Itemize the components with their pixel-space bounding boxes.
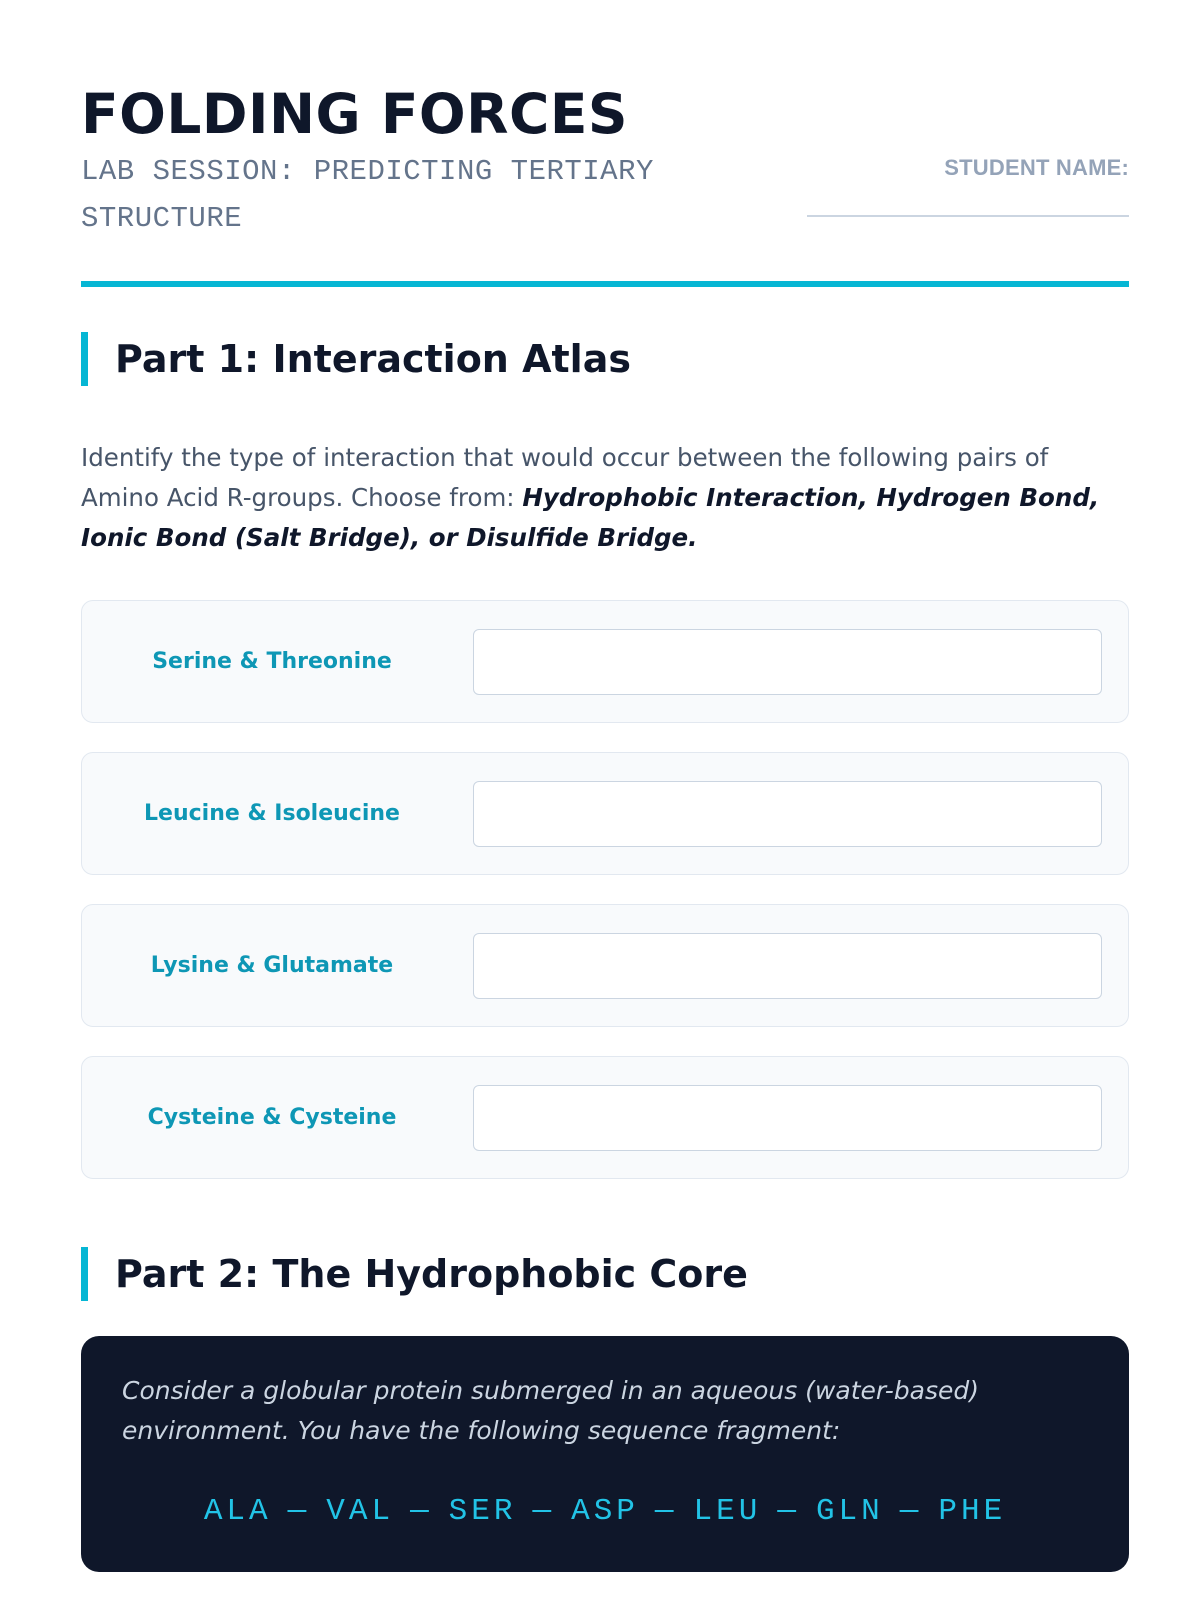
- pair-row-lysine-glutamate: [81, 904, 1129, 1027]
- residue: LEU: [693, 1493, 762, 1529]
- residue: GLN: [815, 1493, 884, 1529]
- instructions-choices: Hydrophobic Interaction, Hydrogen Bond, Ionic Bond (Salt Bridge), or Disulfide Bridge.: [81, 483, 1100, 552]
- sequence-dash: —: [899, 1493, 923, 1529]
- pair-answer-input[interactable]: [473, 933, 1102, 999]
- residue: PHE: [938, 1493, 1007, 1529]
- pair-row-cysteine-cysteine: [81, 1056, 1129, 1179]
- sequence-dash: —: [532, 1493, 556, 1529]
- residue: VAL: [326, 1493, 395, 1529]
- residue: ALA: [203, 1493, 272, 1529]
- sequence-description: Consider a globular protein submerged in an aqueous (water-based) environment. You have the following sequence fragment:: [122, 1376, 980, 1445]
- pair-answer-input[interactable]: [473, 781, 1102, 847]
- page-title: FOLDING FORCES: [81, 82, 629, 146]
- sequence-fragment: [81, 1489, 1129, 1533]
- pair-answer-input[interactable]: [473, 1085, 1102, 1151]
- worksheet-page: [81, 0, 1129, 1529]
- part2-heading: Part 2: The Hydrophobic Core: [81, 1247, 748, 1301]
- student-name-label: STUDENT NAME:: [944, 155, 1129, 180]
- student-name-field-line[interactable]: [807, 215, 1129, 217]
- sequence-dash: —: [287, 1493, 311, 1529]
- page-subtitle: LAB SESSION: PREDICTING TERTIARY STRUCTURE: [81, 155, 654, 235]
- residue: SER: [448, 1493, 517, 1529]
- part1-instructions: [81, 438, 1129, 558]
- pair-label: Cysteine & Cysteine: [147, 1105, 397, 1130]
- header-divider: [81, 281, 1129, 287]
- sequence-dash: —: [654, 1493, 678, 1529]
- pair-label: Lysine & Glutamate: [150, 953, 394, 978]
- pair-row-serine-threonine: [81, 600, 1129, 723]
- residue: ASP: [571, 1493, 639, 1529]
- pair-label: Serine & Threonine: [152, 649, 392, 674]
- sequence-dash: —: [410, 1493, 433, 1529]
- pair-row-leucine-isoleucine: [81, 752, 1129, 875]
- instructions-text: Identify the type of interaction that would occur between the following pairs of Amino Acid R-groups. Choose from:: [81, 443, 1049, 512]
- pair-label: Leucine & Isoleucine: [144, 801, 400, 826]
- part1-heading: Part 1: Interaction Atlas: [81, 332, 631, 386]
- pair-answer-input[interactable]: [473, 629, 1102, 695]
- sequence-dash: —: [777, 1493, 800, 1529]
- sequence-card: [81, 1336, 1129, 1572]
- worksheet-header: [81, 0, 1129, 290]
